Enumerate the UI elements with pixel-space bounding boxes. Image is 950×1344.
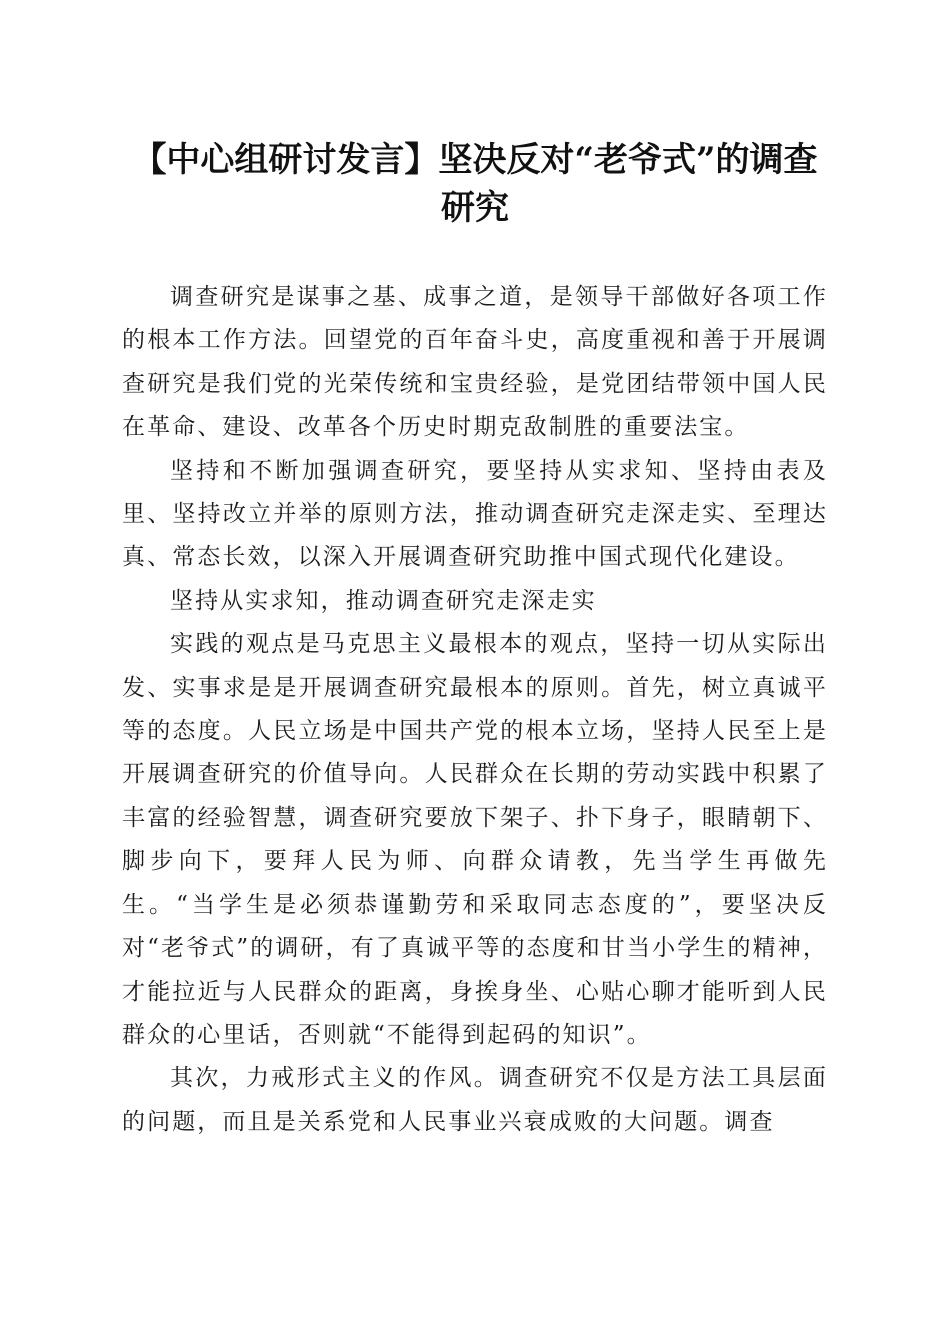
paragraph-intro: 调查研究是谋事之基、成事之道，是领导干部做好各项工作的根本工作方法。回望党的百年奋斗史，高度重视和善于开展调查研究是我们党的光荣传统和宝贵经验，是党团结带领中国人民在革命、建设、改革各个历史时期克敌制胜的重要法宝。: [122, 284, 828, 441]
paragraph-formalism: 其次，力戒形式主义的作风。调查研究不仅是方法工具层面的问题，而且是关系党和人民事业兴衰成败的大问题。调查: [122, 1065, 828, 1135]
paragraph-practice: 实践的观点是马克思主义最根本的观点，坚持一切从实际出发、实事求是是开展调查研究最根本的原则。首先，树立真诚平等的态度。人民立场是中国共产党的根本立场，坚持人民至上是开展调查研究的价值导向。人民群众在长期的劳动实践中积累了丰富的经验智慧，调查研究要放下架子、扑下身子，眼睛朝下、脚步向下，要拜人民为师、向群众请教，先当学生再做先生。“当学生是必须恭谨勤劳和采取同志态度的”，要坚决反对“老爷式”的调研，有了真诚平等的态度和甘当小学生的精神，才能拉近与人民群众的距离，身挨身坐、心贴心聊才能听到人民群众的心里话，否则就“不能得到起码的知识”。: [122, 631, 828, 1048]
section-heading: 坚持从实求知，推动调查研究走深走实: [170, 587, 597, 614]
document-title: 【中心组研讨发言】坚决反对“老爷式”的调查研究: [132, 140, 818, 228]
paragraph-principles: 坚持和不断加强调查研究，要坚持从实求知、坚持由表及里、坚持改立并举的原则方法，推动调查研究走深走实、至理达真、常态长效，以深入开展调查研究助推中国式现代化建设。: [122, 457, 828, 571]
document-body: [122, 276, 828, 1144]
